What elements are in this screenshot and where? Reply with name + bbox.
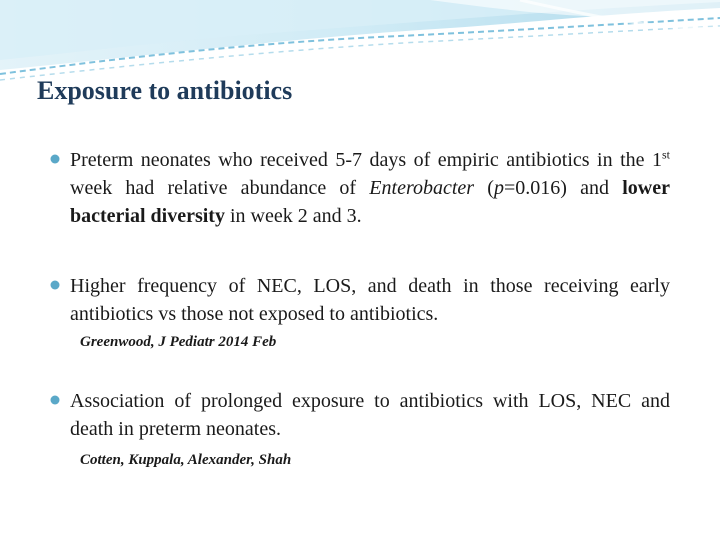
slide-title: Exposure to antibiotics [37, 76, 293, 105]
bullet-dot-icon [50, 395, 60, 405]
bullet-text-3: Association of prolonged exposure to antibiotics with LOS, NEC and death in preterm neonates. [70, 390, 670, 440]
bullet-1-part3: ( [474, 177, 494, 199]
bullet-dot-icon [50, 280, 60, 290]
bullet-1-part1: Preterm neonates who received 5-7 days of empiric antibiotics in the 1 [70, 149, 662, 171]
bullet-1-part2: week had relative abundance of [70, 177, 370, 199]
bullet-1-emphasis: lower bacterial diversity [70, 177, 670, 227]
p-value-symbol: p [493, 177, 504, 199]
ordinal-suffix: st [661, 147, 670, 162]
citation-2: Cotten, Kuppala, Alexander, Shah [80, 452, 292, 468]
bullet-1-part5: in week 2 and 3. [224, 205, 362, 227]
bullet-item-3 [70, 387, 670, 443]
bullet-dot-icon [50, 154, 60, 164]
citation-1: Greenwood, J Pediatr 2014 Feb [80, 334, 277, 350]
bullet-text-1 [70, 146, 670, 230]
bullet-item-1 [70, 146, 670, 230]
bullet-item-2 [70, 272, 670, 328]
organism-name: Enterobacter [369, 177, 475, 199]
bullet-1-part4: =0.016) and [503, 177, 623, 199]
bullet-text-2: Higher frequency of NEC, LOS, and death in those receiving early antibiotics vs those not exposed to antibiotics. [70, 275, 670, 325]
